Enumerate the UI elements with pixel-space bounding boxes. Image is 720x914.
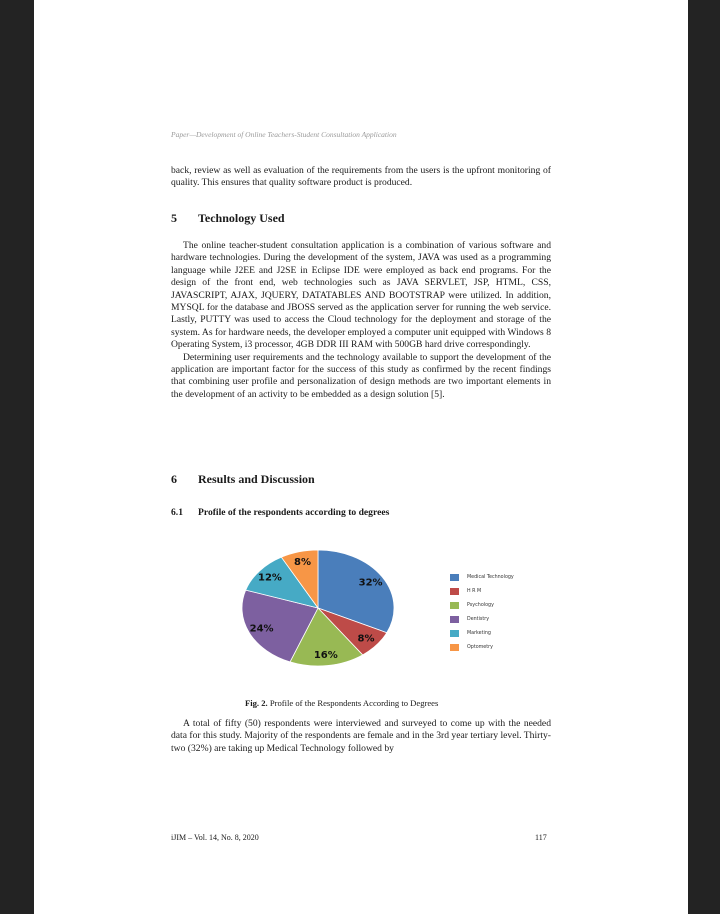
figure-caption <box>245 698 438 708</box>
legend-label: Psychology <box>467 602 494 608</box>
legend-swatch <box>450 616 459 623</box>
closing-text: A total of fifty (50) respondents were interviewed and surveyed to come up with the needed data for this study. Majority of the respondents are female and in the 3rd year tertiary level. Thirty-two (32%) are taking up Medical Technology followed by <box>171 718 551 754</box>
viewer-right-margin <box>688 0 720 914</box>
intro-paragraph <box>171 165 551 190</box>
section-5-number: 5 <box>171 211 177 225</box>
legend-item <box>450 598 514 612</box>
intro-text: back, review as well as evaluation of the requirements from the users is the upfront monitoring of quality. This ensures that quality software product is produced. <box>171 165 551 189</box>
legend-item <box>450 626 514 640</box>
section-6-heading <box>171 472 315 487</box>
footer-journal: iJIM – Vol. 14, No. 8, 2020 <box>171 833 259 842</box>
section-5-title: Technology Used <box>198 211 285 225</box>
legend-item <box>450 570 514 584</box>
section-5-body <box>171 240 551 401</box>
subsection-6-1-heading <box>171 507 389 518</box>
legend-label: Dentistry <box>467 616 490 622</box>
legend-item <box>450 612 514 626</box>
subsection-6-1-number: 6.1 <box>171 507 183 518</box>
pie-svg <box>214 540 444 680</box>
legend-label: H R M <box>467 588 482 594</box>
viewer-left-margin <box>0 0 34 914</box>
chart-legend <box>450 570 514 654</box>
legend-item <box>450 584 514 598</box>
legend-swatch <box>450 630 459 637</box>
legend-item <box>450 640 514 654</box>
legend-label: Medical Technology <box>467 574 514 580</box>
pie-label-marketing: 12% <box>258 572 282 584</box>
section-5-heading <box>171 211 285 226</box>
section-6-number: 6 <box>171 472 177 486</box>
section-6-title: Results and Discussion <box>198 472 315 486</box>
paper-page[interactable] <box>34 0 688 914</box>
pie-label-optometry: 8% <box>294 556 311 568</box>
legend-label: Optometry <box>467 644 493 650</box>
figure-label: Fig. 2. <box>245 698 268 708</box>
pie-label-h-r-m: 8% <box>357 633 375 645</box>
footer-page-number: 117 <box>535 833 547 842</box>
pie-label-medical-technology: 32% <box>358 577 383 589</box>
closing-paragraph <box>171 718 551 755</box>
section-5-paragraph-1: The online teacher-student consultation application is a combination of various software and hardware technologies. During the development of the system, JAVA was used as a programming language while J2EE and J2SE in Eclipse IDE were employed as back end programs. For the design of the front end, web technologies such as JAVA SERVLET, JSP, HTML, CSS, JAVASCRIPT, AJAX, JQUERY, DATATABLES AND BOOTSTRAP were utilized. In addition, MYSQL for the database and JBOSS served as the application server for running the web service. Lastly, PUTTY was used to access the Cloud technology for the deployment and storage of the system. As for hardware needs, the developer employed a computer unit equipped with Windows 8 Operating System, i3 processor, 4GB DDR III RAM with 500GB hard drive correspondingly. <box>171 240 551 351</box>
figure-caption-text: Profile of the Respondents According to Degrees <box>269 698 439 708</box>
legend-swatch <box>450 588 459 595</box>
degree-pie-chart <box>214 540 544 680</box>
legend-swatch <box>450 574 459 581</box>
legend-swatch <box>450 602 459 609</box>
legend-label: Marketing <box>467 630 491 636</box>
legend-swatch <box>450 644 459 651</box>
pie-label-psychology: 16% <box>313 650 338 662</box>
section-5-paragraph-2: Determining user requirements and the technology available to support the development of the application are important factor for the success of this study as confirmed by the recent findings that combining user profile and personalization of design methods are two important elements in the development of an activity to be embedded as a design solution [5]. <box>171 351 551 400</box>
subsection-6-1-title: Profile of the respondents according to degrees <box>198 507 390 518</box>
pie-label-dentistry: 24% <box>249 623 274 635</box>
running-head: Paper—Development of Online Teachers-Student Consultation Application <box>171 130 397 139</box>
